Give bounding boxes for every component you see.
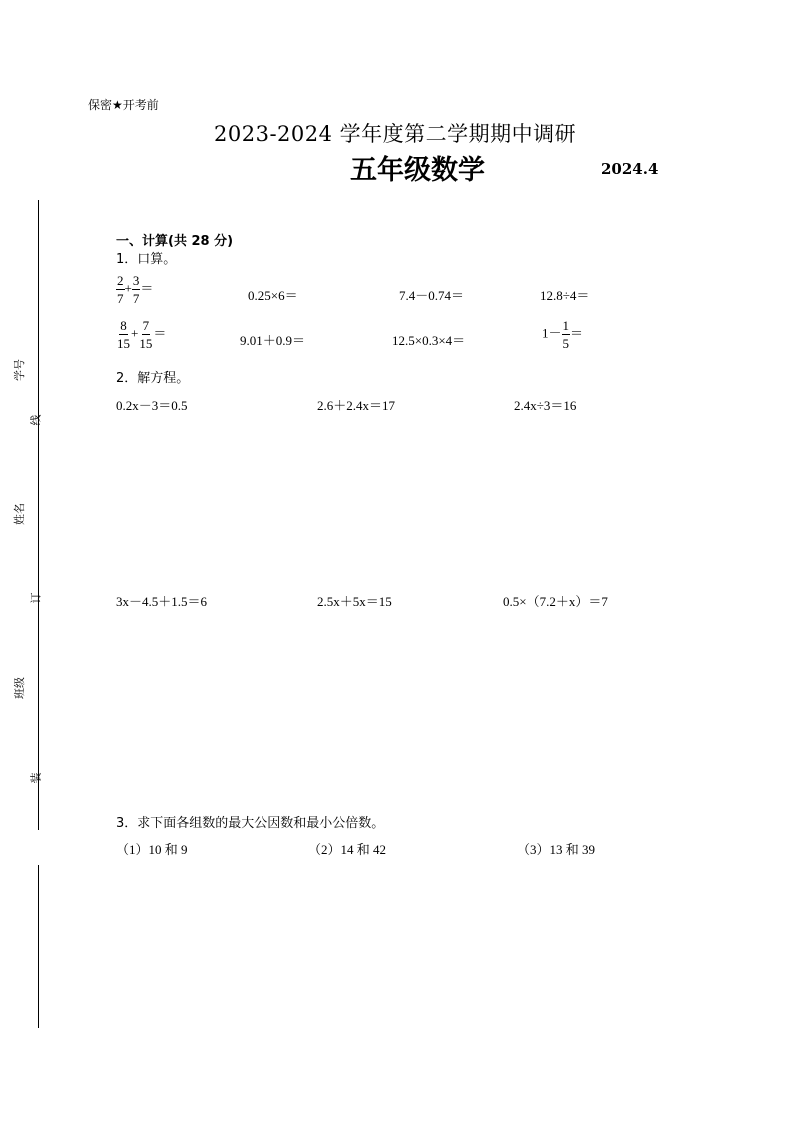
equation-item: 2.5x＋5x＝15	[317, 594, 392, 609]
fraction: $\frac{2}{7}$	[117, 273, 124, 306]
equation-item: 2.4x÷3＝16	[514, 398, 577, 413]
confidential-mark: 保密★开考前	[88, 98, 159, 112]
binding-line	[38, 865, 39, 1028]
oral-calc-item: 1－ $\frac{1}{5}$ ＝	[542, 318, 584, 351]
fraction: $\frac{3}{7}$	[132, 273, 140, 306]
oral-calc-item: 12.5×0.3×4＝	[392, 333, 466, 348]
binding-label-student-no: 学号	[13, 359, 26, 381]
exam-title: 2023-2024 学年度第二学期期中调研	[214, 122, 577, 146]
binding-label-name: 姓名	[13, 503, 26, 525]
question-3-label: 3．求下面各组数的最大公因数和最小公倍数。	[116, 816, 385, 831]
section-heading: 一、计算(共 28 分)	[116, 234, 234, 249]
exam-date: 2024.4	[601, 160, 659, 178]
oral-calc-item: 12.8÷4＝	[540, 288, 590, 303]
fraction: $\frac{7}{15}$	[139, 318, 153, 351]
gcd-lcm-item: （1）10 和 9	[116, 842, 188, 857]
gcd-lcm-item: （3）13 和 39	[517, 842, 596, 857]
fraction: $\frac{8}{15}$	[117, 318, 130, 351]
equation-item: 2.6＋2.4x＝17	[317, 398, 396, 413]
binding-label-order: 订	[29, 592, 43, 604]
equation-item: 0.5×（7.2＋x）＝7	[503, 594, 608, 609]
fraction: $\frac{1}{5}$	[562, 318, 570, 351]
gcd-lcm-item: （2）14 和 42	[308, 842, 387, 857]
binding-label-line: 线	[29, 414, 43, 426]
oral-calc-item: $\frac{8}{15}$ + $\frac{7}{15}$ ＝	[117, 318, 167, 351]
question-2-label: 2．解方程。	[116, 371, 190, 386]
equation-item: 3x－4.5＋1.5＝6	[116, 594, 208, 609]
oral-calc-item: 9.01＋0.9＝	[240, 333, 306, 348]
oral-calc-item: 0.25×6＝	[248, 288, 298, 303]
binding-label-class: 班级	[13, 677, 26, 699]
binding-label-bind: 装	[29, 772, 43, 784]
oral-calc-item: 7.4－0.74＝	[399, 288, 465, 303]
equation-item: 0.2x－3＝0.5	[116, 398, 188, 413]
binding-line	[38, 200, 39, 830]
oral-calc-item: $\frac{2}{7}$ + $\frac{3}{7}$ ＝	[117, 273, 154, 306]
question-1-label: 1．口算。	[116, 252, 177, 267]
exam-subtitle: 五年级数学	[350, 155, 485, 186]
